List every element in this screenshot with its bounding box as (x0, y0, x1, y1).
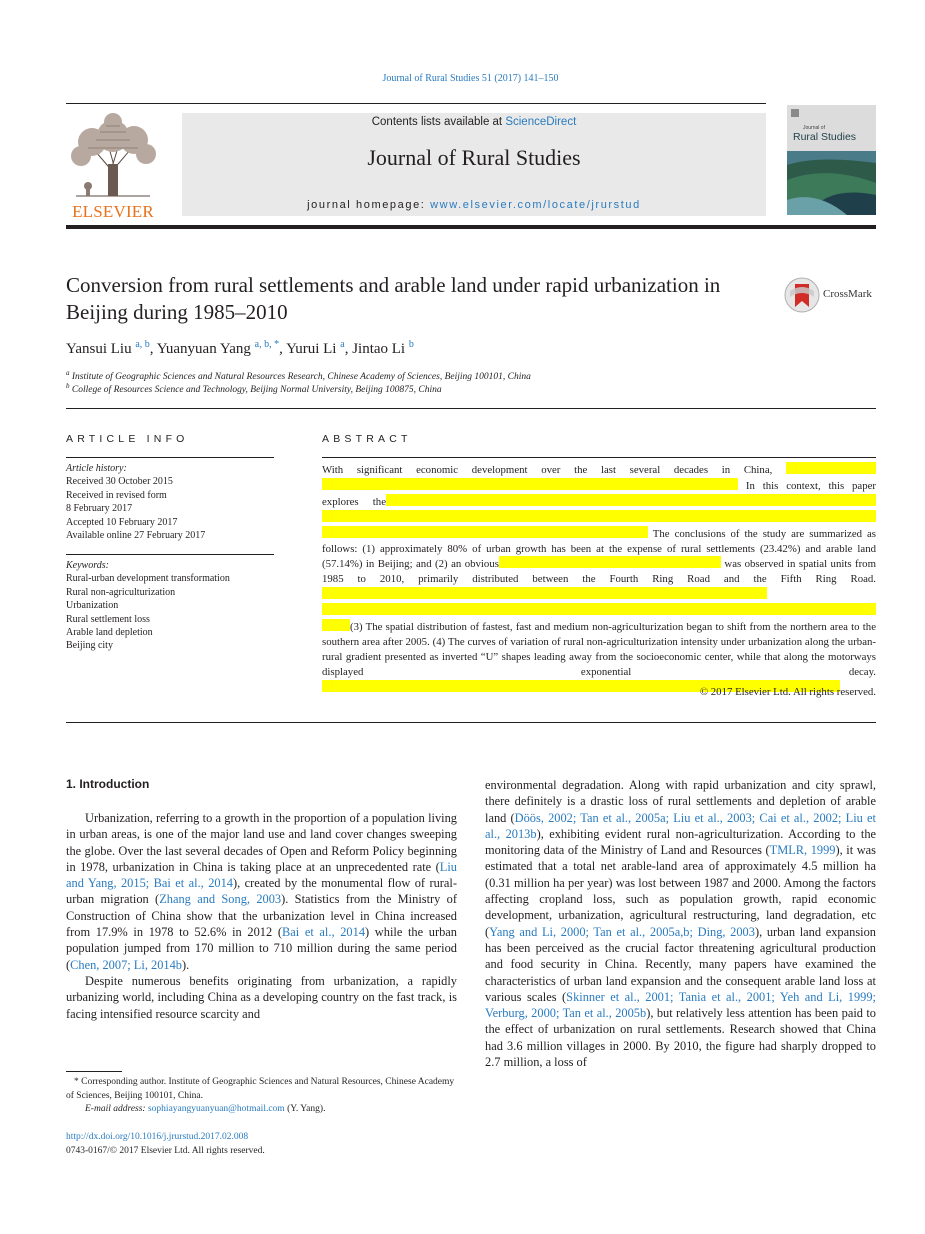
journal-title: Journal of Rural Studies (367, 145, 581, 170)
history-item: Available online 27 February 2017 (66, 530, 206, 542)
citation-link[interactable]: Zhang and Song, 2003 (159, 892, 282, 907)
affiliation-b (66, 382, 766, 395)
body-text: ), created by the monumental flow of rural-urban migration ( (66, 876, 457, 907)
affiliation-a (66, 369, 766, 382)
abstract-text: With significant economic development over the last several decades in China, (322, 464, 786, 476)
author-affiliation-mark[interactable]: a (340, 339, 345, 350)
author-list: Yansui Liu $^{a, b}$, Yuanyuan Yang $^{a, b, *}$, Yurui Li $^a$, Jintao Li $^b$ (66, 339, 414, 357)
citation-link[interactable]: Döös, 2002; Tan et al., 2005a; Liu et al., 2003; Cai et al., 2002; Liu et al., 2013b (485, 810, 876, 841)
body-text: environmental degradation. Along with rapid urbanization and city sprawl, there definitely is a drastic loss of rural settlements and depletion of arable land ( (485, 778, 876, 825)
citation-link[interactable]: Chen, 2007; Li, 2014b (70, 957, 182, 972)
abstract-rule (322, 457, 876, 458)
author-name: Yuanyuan Yang (156, 341, 251, 357)
intro-paragraph-2: Despite numerous benefits originating from urbanization, a rapidly urbanizing world, including China as a developing country on the fast track, is facing intensified resource scarcity and (66, 973, 457, 1021)
title-rule (66, 408, 876, 409)
contents-line (182, 116, 766, 128)
citation-link[interactable]: TMLR, 1999 (769, 843, 836, 858)
keywords-rule (66, 554, 274, 555)
body-text: ), exhibiting evident rural non-agriculturization. According to the monitoring data of the Ministry of Land and Resources ( (485, 826, 877, 858)
citation-link[interactable]: Liu and Yang, 2015; Bai et al., 2014 (66, 859, 457, 891)
body-text: ), urban land expansion has been perceived as the crucial factor threatening agricultural production and food security in China. Recently, many papers have examined the characteristics of urban land expansion and the consequent arable land loss at various scales ( (485, 924, 876, 1004)
keyword: Rural settlement loss (66, 613, 150, 625)
email-label: E-mail address: (85, 1104, 148, 1115)
crossmark-icon (784, 277, 820, 313)
section-heading-introduction: 1. Introduction (66, 777, 150, 791)
intro-left-column (66, 810, 457, 1022)
keyword: Urbanization (66, 600, 119, 612)
contents-prefix: Contents lists available at (371, 116, 506, 128)
body-text: ) while the urban population jumped from 170 million to 710 million during the same period ( (66, 925, 457, 972)
footnote-rule (66, 1071, 122, 1072)
highlight-mark[interactable] (322, 478, 738, 490)
abstract-text: was observed in spatial units from 1985 to 2010, primarily distributed between the Fourth Ring Road and the Fifth Ring Road. (322, 558, 876, 586)
abstract-text: In this context, this paper explores the (322, 479, 876, 508)
crossmark-label: CrossMark (823, 288, 872, 300)
header-rule (66, 103, 766, 104)
citation-link[interactable]: Skinner et al., 2001; Tania et al., 2001; Yeh and Li, 1999; Verburg, 2000; Tan et al., 2005b (485, 989, 876, 1021)
article-title: Conversion from rural settlements and arable land under rapid urbanization in Beijing during 1985–2010 (66, 273, 721, 324)
cover-title: Rural Studies (793, 131, 857, 143)
issn-line: 0743-0167/© 2017 Elsevier Ltd. All rights reserved. (66, 1145, 265, 1156)
highlight-mark[interactable] (322, 603, 876, 615)
author-affiliation-mark[interactable]: a, b, * (254, 339, 280, 350)
history-item: Accepted 10 February 2017 (66, 516, 178, 528)
highlight-mark[interactable] (322, 587, 767, 599)
keyword: Arable land depletion (66, 627, 153, 639)
corresponding-author-note: * Corresponding author. Institute of Geographic Sciences and Natural Resources, Chinese Academy of Sciences, Beijing 100101, China. (66, 1077, 455, 1101)
keyword: Rural-urban development transformation (66, 573, 230, 585)
citation-link[interactable]: Bai et al., 2014 (281, 925, 366, 940)
highlight-mark[interactable] (322, 510, 876, 522)
footnote (66, 1076, 458, 1117)
masthead-rule (66, 225, 876, 229)
doi-block (66, 1131, 265, 1158)
affiliation-mark: b (66, 382, 70, 390)
intro-paragraph-3 (485, 777, 876, 1070)
history-item: 8 February 2017 (66, 503, 133, 515)
body-text: Urbanization, referring to a growth in the proportion of a population living in urban areas, is one of the major land use and land cover changes sweeping the globe. Over the last several decades of Open and Reform Policy beginning in 1978, urbanization in China is taking place at an unprecedented rate ( (66, 811, 457, 874)
elsevier-logo (66, 112, 160, 221)
elsevier-wordmark: ELSEVIER (72, 202, 154, 221)
affiliation-mark: a (66, 369, 70, 377)
author-name: Yurui Li (286, 341, 337, 357)
affiliation-text: Institute of Geographic Sciences and Natural Resources Research, Chinese Academy of Sciences, Beijing 100101, China (71, 372, 531, 383)
homepage-line (182, 199, 766, 211)
cover-title-small: Journal of (803, 125, 825, 131)
keyword: Rural non-agriculturization (66, 586, 176, 598)
keywords (66, 559, 274, 653)
keyword: Beijing city (66, 640, 113, 652)
journal-citation[interactable]: Journal of Rural Studies 51 (2017) 141–150 (382, 73, 559, 84)
email-link[interactable]: sophiayangyuanyuan@hotmail.com (147, 1104, 285, 1115)
journal-banner (182, 113, 766, 216)
author-name: Jintao Li (352, 341, 406, 357)
article-history (66, 462, 274, 542)
history-label: Article history: (66, 463, 127, 474)
journal-cover[interactable] (787, 105, 876, 215)
article-info-heading: ARTICLE INFO (66, 433, 189, 445)
history-item: Received 30 October 2015 (66, 476, 173, 488)
article-info-rule (66, 457, 274, 458)
history-item: Received in revised form (66, 489, 167, 501)
homepage-link[interactable]: www.elsevier.com/locate/jrurstud (430, 199, 641, 211)
abstract-heading: ABSTRACT (322, 433, 412, 445)
elsevier-tree-icon (66, 112, 160, 198)
body-text: ), but relatively less attention has been paid to the effect of urbanization on rural settlements. Research showed that China had 3.6 million villages in 2000. By 2010, the figure had sharply dropped to 2.7 million, a loss of (485, 1006, 876, 1070)
body-text: ). Statistics from the Ministry of Construction of China show that the urbanization level in China increased from 17.9% in 1978 to 52.6% in 2012 ( (66, 892, 458, 940)
homepage-prefix: journal homepage: (307, 199, 431, 211)
abstract-end-rule (66, 722, 876, 723)
citation-link[interactable]: Yang and Li, 2000; Tan et al., 2005a,b; Ding, 2003 (489, 924, 755, 939)
abstract-text: (3) The spatial distribution of fastest, fast and medium non-agriculturization began to shift from the northern area to the southern area after 2005. (4) The curves of variation of rural non-agriculturization intensity under urbanization along the urban-rural gradient presented as inverted “U” shapes leading away from the socioeconomic center, while that along the motorways displayed exponential decay. (322, 621, 876, 678)
abstract-body (322, 462, 876, 696)
author-name: Yansui Liu (66, 341, 132, 357)
intro-paragraph-1 (66, 810, 457, 973)
author-affiliation-mark[interactable]: a, b (135, 339, 150, 350)
email-suffix: (Y. Yang). (284, 1104, 326, 1115)
body-text: ). (182, 957, 190, 972)
highlight-mark[interactable] (786, 462, 876, 474)
abstract-text: The conclusions of the study are summarized as follows: (1) approximately 80% of urban growth has been at the expense of rural settlements (23.42%) and arable land (57.14%) in Beijing; and (2) an obvious (322, 527, 876, 571)
highlight-mark[interactable] (322, 619, 350, 631)
author-affiliation-mark[interactable]: b (408, 339, 414, 350)
cover-landscape-icon (787, 105, 876, 215)
email-line (66, 1103, 458, 1117)
body-text: ), it was estimated that a total net arable-land area of approximately 4.5 million ha (0.31 million ha per year) was lost between 1987 and 2000. Among the factors affecting cropland loss, such as population growth, rapid economic development, urbanization, agricultural restructuring, land degradation, etc ( (485, 843, 876, 939)
sciencedirect-link[interactable]: ScienceDirect (505, 116, 577, 128)
affiliation-text: College of Resources Science and Technology, Beijing Normal University, Beijing 100875, China (71, 385, 442, 396)
highlight-mark[interactable] (499, 556, 721, 568)
doi-link[interactable]: http://dx.doi.org/10.1016/j.jrurstud.2017.02.008 (66, 1132, 249, 1142)
abstract-copyright: © 2017 Elsevier Ltd. All rights reserved. (699, 686, 876, 698)
intro-right-column (485, 777, 876, 1070)
highlight-mark[interactable] (322, 526, 648, 538)
highlight-mark[interactable] (386, 494, 876, 506)
keywords-label: Keywords: (66, 560, 109, 571)
